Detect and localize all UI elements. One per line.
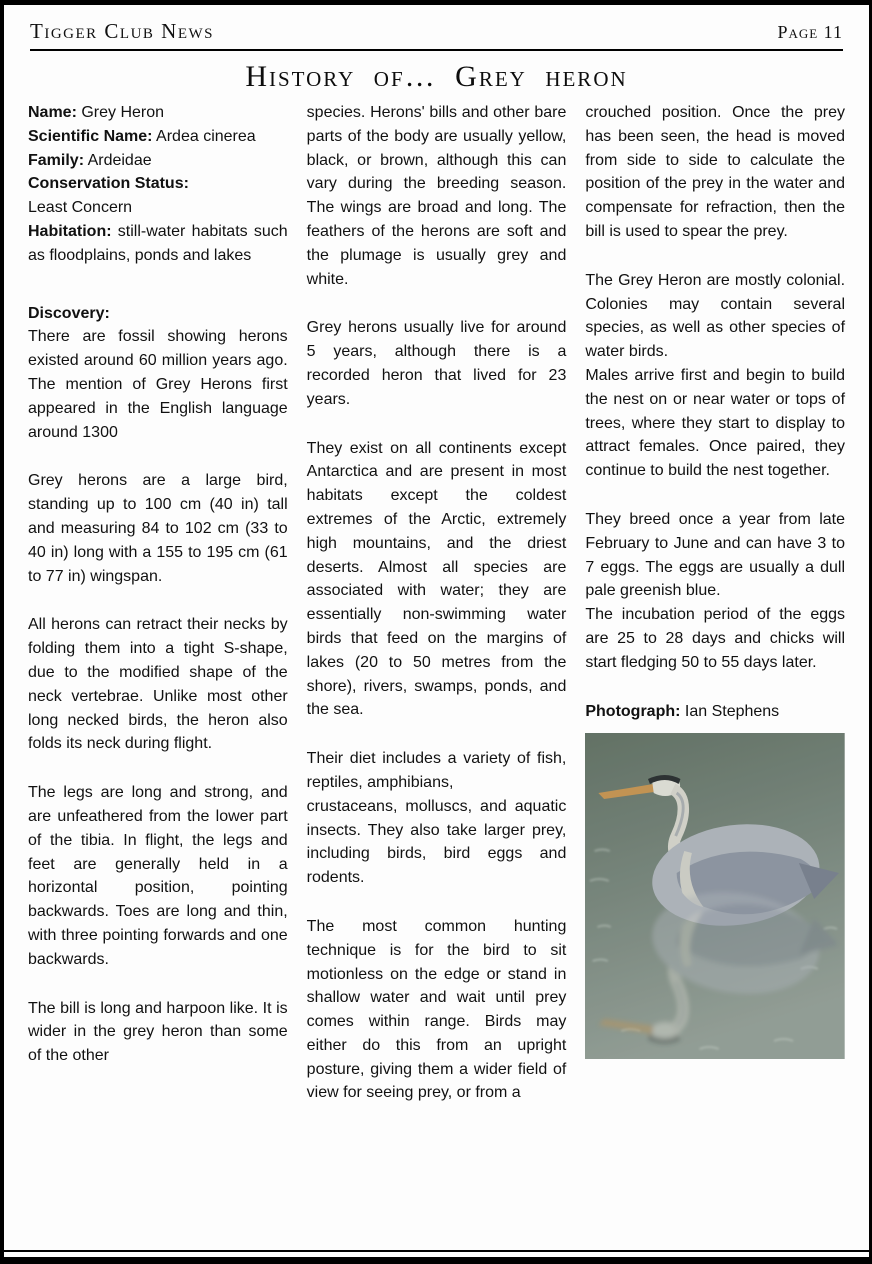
paragraph-lifespan: Grey herons usually live for around 5 years, although there is a recorded heron that lived for 23 years. [306,319,567,408]
fact-name: Name: Grey Heron [28,104,165,121]
paragraph-plumage: species. Herons' bills and other bare parts of the body are usually yellow, black, or brown, although this can vary during the breeding season. The wings are broad and long. The feathers of the herons are soft and the plumage is usually grey and white. [306,104,567,288]
paragraph-colonial: The Grey Heron are mostly colonial. Colonies may contain several species, as well as other species of water birds. [585,271,846,361]
discovery-heading: Discovery: [28,304,110,322]
masthead-divider [30,49,843,51]
column-2 [307,101,567,1130]
paragraph-legs: The legs are long and strong, and are unfeathered from the lower part of the tibia. In flight, the legs and feet are generally held in a horizontal position, pointing backwards. Toes are long and thin, with three pointing forwards and one backwards. [28,784,288,968]
column-3 [585,101,845,1130]
article-body [4,94,869,1130]
paragraph-habitat-range: They exist on all continents except Antarctica and are present in most habitats except the coldest extremes of the Arctic, extremely high mountains, and the driest deserts. Almost all species are associated with water; they are essentially non-swimming water birds that feed on the margins of lakes (20 to 50 metres from the shore), rivers, swamps, ponds, and the sea. [306,439,567,719]
page-number: Page 11 [777,22,843,42]
fact-family-label: Family: [28,151,85,169]
fact-conservation-status-value: Least Concern [28,199,133,217]
paragraph-hunting: The most common hunting technique is for the bird to sit motionless on the edge or stand in shallow water and wait until prey comes within range. Birds may either do this from an upright posture, giving them a wider field of view for seeing prey, or from a [306,917,567,1102]
photo-credit-label: Photograph: [585,702,681,720]
fact-scientific-name: Scientific Name: Ardea cinerea [28,127,256,145]
fact-habitation: Habitation: still-water habitats such as floodplains, ponds and lakes [28,222,288,264]
fact-habitation-label: Habitation: [28,222,112,240]
paragraph-neck: All herons can retract their necks by folding them into a tight S-shape, due to the modified shape of the neck vertebrae. Unlike most other long necked birds, the heron also folds its neck during flight. [28,616,288,753]
paragraph-size: Grey herons are a large bird, standing up to 100 cm (40 in) tall and measuring 84 to 102 cm (33 to 40 in) long with a 155 to 195 cm (61 to 77 in) wingspan. [28,472,288,585]
column-1 [28,101,288,1130]
fact-family: Family: Ardeidae [28,151,152,169]
paragraph-hunting-continued: crouched position. Once the prey has been seen, the head is moved from side to side to calculate the position of the prey in the water and compensate for refraction, then the bill is used to spear the prey. [585,104,846,240]
paragraph-breeding: They breed once a year from late February to June and can have 3 to 7 eggs. The eggs are usually a dull pale greenish blue. [585,510,846,600]
photo-credit: Photograph: Ian Stephens [585,702,780,720]
fact-conservation-status [28,172,288,196]
paragraph-diet: Their diet includes a variety of fish, reptiles, amphibians, crustaceans, molluscs, and aquatic insects. They also take larger prey, including birds, bird eggs and rodents. [306,750,567,887]
paragraph-bill: The bill is long and harpoon like. It is wider in the grey heron than some of the other [28,999,288,1065]
fact-conservation-status-label: Conservation Status: [28,175,189,193]
newsletter-title: Tigger Club News [30,19,214,43]
paragraph-incubation: The incubation period of the eggs are 25 to 28 days and chicks will start fledging 50 to 55 days later. [585,606,846,671]
paragraph-discovery: There are fossil showing herons existed around 60 million years ago. The mention of Grey Herons first appeared in the English language around 1300 [28,328,288,441]
fact-name-label: Name: [28,104,77,121]
masthead [4,5,869,49]
grey-heron-photo [585,733,845,1059]
article-title: History of… Grey heron [245,60,628,93]
fact-scientific-name-label: Scientific Name: [28,127,153,145]
paragraph-nesting: Males arrive first and begin to build the nest on or near water or tops of trees, where they start to display to attract females. Once paired, they continue to build the nest together. [585,366,846,480]
